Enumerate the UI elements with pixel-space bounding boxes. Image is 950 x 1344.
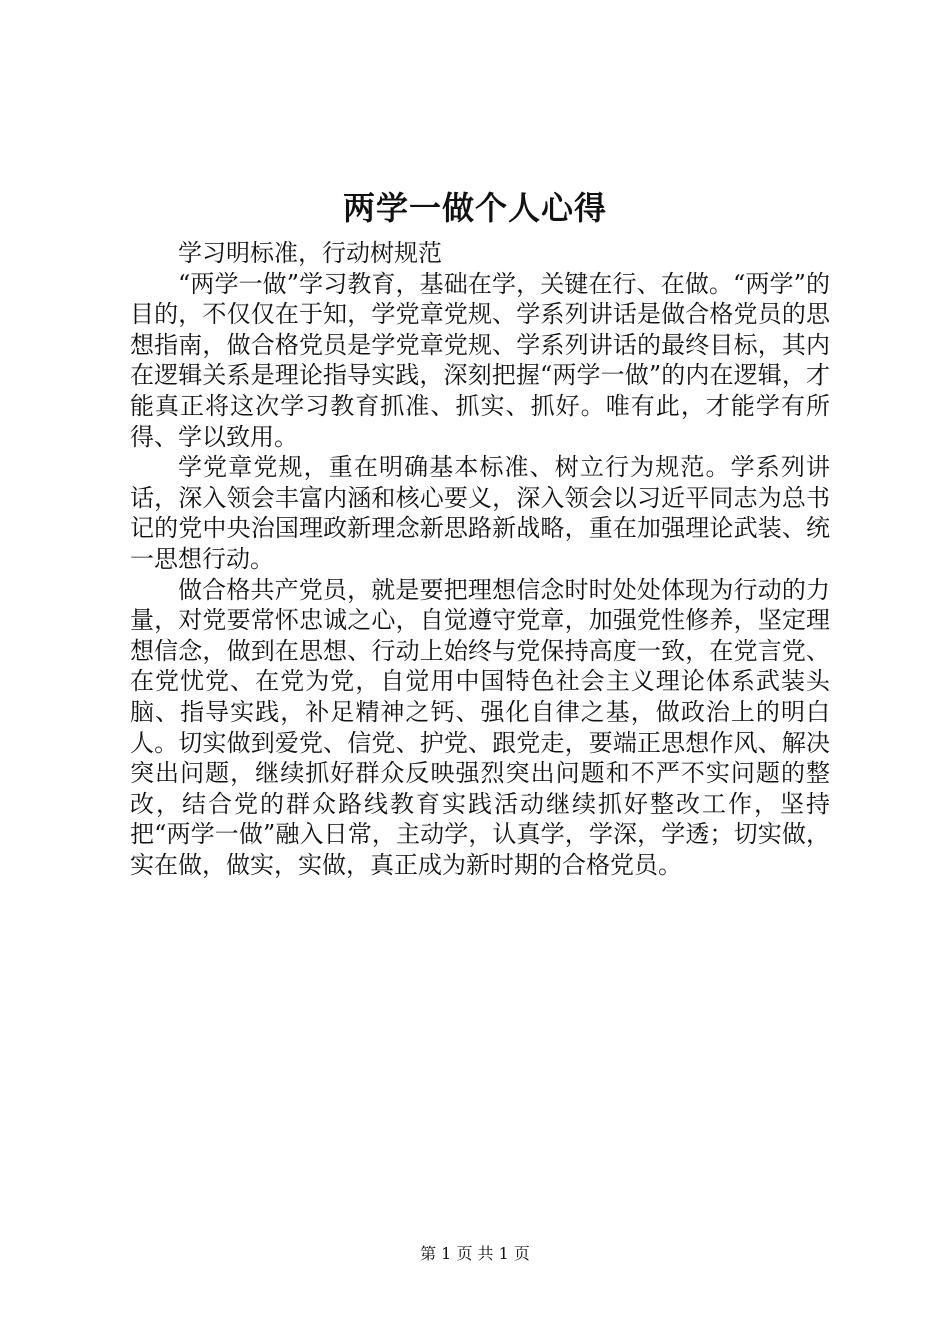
body-paragraph: 学党章党规，重在明确基本标准、树立行为规范。学系列讲话，深入领会丰富内涵和核心要义，深入领会以习近平同志为总书记的党中央治国理政新理念新思路新战略，重在加强理论武装、统一思想行动。	[130, 453, 830, 573]
subtitle-paragraph: 学习明标准，行动树规范	[178, 239, 442, 267]
document-body	[130, 238, 830, 880]
document-title: 两学一做个人心得	[342, 189, 607, 227]
body-paragraph: “两学一做”学习教育，基础在学，关键在行、在做。“两学”的目的，不仅仅在于知，学党章党规、学系列讲话是做合格党员的思想指南，做合格党员是学党章党规、学系列讲话的最终目标，其内在逻辑关系是理论指导实践，深刻把握“两学一做”的内在逻辑，才能真正将这次学习教育抓准、抓实、抓好。唯有此，才能学有所得、学以致用。	[130, 269, 830, 451]
body-paragraph: 做合格共产党员，就是要把理想信念时时处处体现为行动的力量，对党要常怀忠诚之心，自觉遵守党章，加强党性修养，坚定理想信念，做到在思想、行动上始终与党保持高度一致，在党言党、在党忧党、在党为党，自觉用中国特色社会主义理论体系武装头脑、指导实践，补足精神之钙、强化自律之基，做政治上的明白人。切实做到爱党、信党、护党、跟党走，要端正思想作风、解决突出问题，继续抓好群众反映强烈突出问题和不严不实问题的整改，结合党的群众路线教育实践活动继续抓好整改工作，坚持把“两学一做”融入日常，主动学，认真学，学深，学透；切实做，实在做，做实，实做，真正成为新时期的合格党员。	[130, 575, 830, 879]
page-footer: 第 1 页 共 1 页	[420, 1244, 530, 1263]
